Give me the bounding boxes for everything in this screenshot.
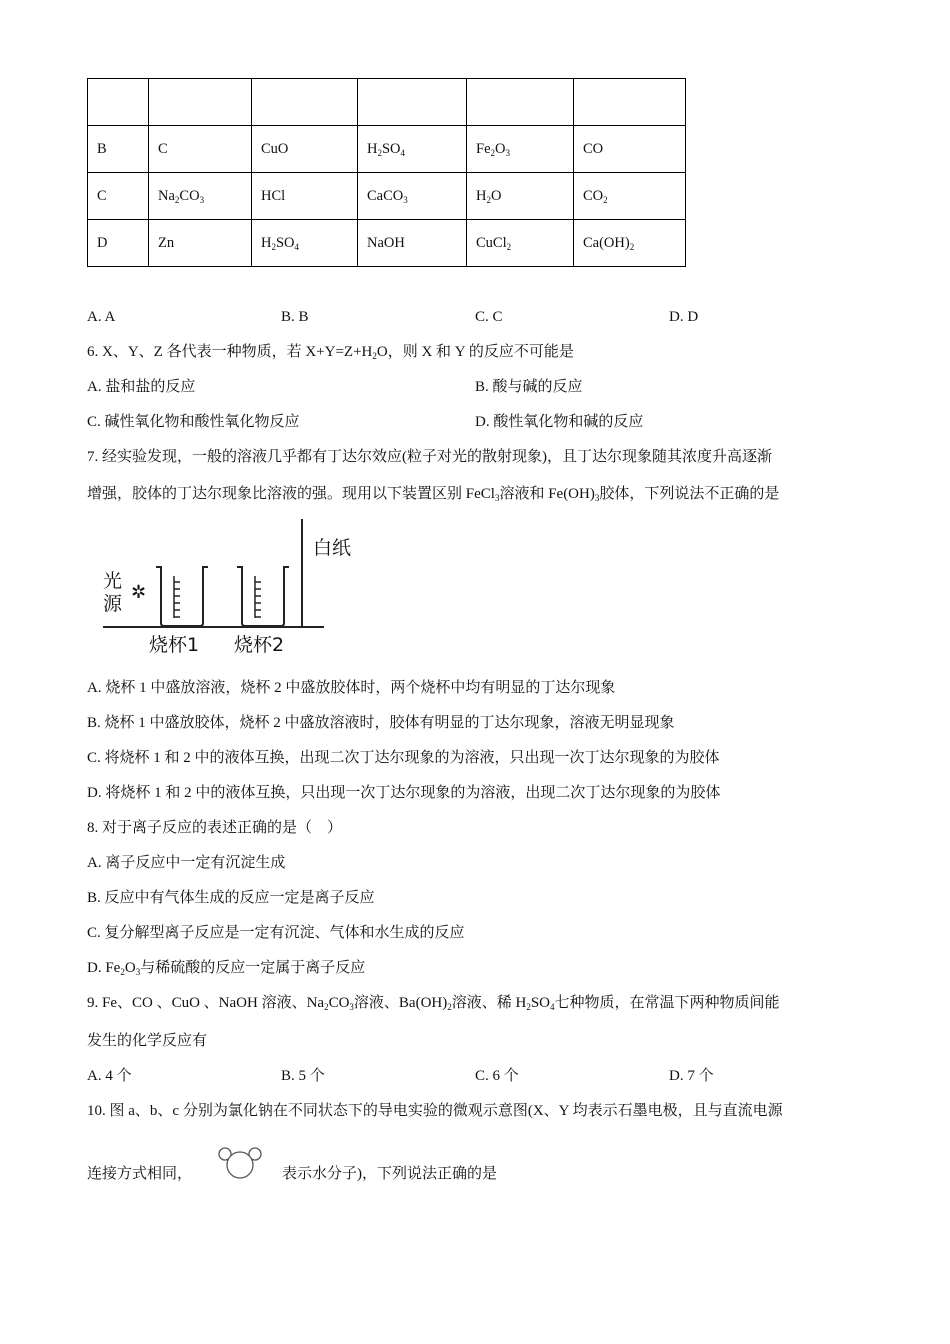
table-cell: $Na_2CO_3$ (149, 173, 252, 220)
beaker1-label: 烧杯1 (149, 634, 200, 656)
q9-option-c[interactable]: C. 6 个 (475, 1068, 519, 1084)
water-molecule-icon (216, 1146, 266, 1184)
table-cell: CO (574, 126, 686, 173)
q9-option-b[interactable]: B. 5 个 (281, 1068, 325, 1084)
q9-stem-line2: 发生的化学反应有 (87, 1033, 208, 1049)
table-row (88, 173, 686, 220)
table-row (88, 79, 686, 126)
q7-stem-line2: 增强，胶体的丁达尔现象比溶液的强。现用以下装置区别 FeCl$_3$溶液和 $Fe(OH)_3$胶体，下列说法不正确的是 (87, 486, 780, 503)
table-cell: $Ca(OH)_2$ (574, 220, 686, 267)
beaker2-label: 烧杯2 (234, 634, 285, 656)
q6-option-c[interactable]: C. 碱性氧化物和酸性氧化物反应 (87, 414, 300, 430)
row-label-cell (88, 79, 149, 126)
q8-option-a[interactable]: A. 离子反应中一定有沉淀生成 (87, 855, 286, 871)
q9-option-d[interactable]: D. 7 个 (669, 1068, 714, 1084)
q5-option-c[interactable]: C. C (475, 309, 503, 325)
q7-option-a[interactable]: A. 烧杯 1 中盛放溶液，烧杯 2 中盛放胶体时，两个烧杯中均有明显的丁达尔现象 (87, 680, 616, 696)
q8-option-d[interactable]: D. $Fe_2O_3$与稀硫酸的反应一定属于离子反应 (87, 960, 366, 977)
q6-option-b[interactable]: B. 酸与碱的反应 (475, 379, 583, 395)
table-cell (467, 79, 574, 126)
table-cell: $H_2SO_4$ (252, 220, 358, 267)
row-label-cell: B (88, 126, 149, 173)
q8-stem: 8. 对于离子反应的表述正确的是（ ） (87, 820, 343, 836)
q10-stem-line1: 10. 图 a、b、c 分别为氯化钠在不同状态下的导电实验的微观示意图(X、Y 均表示石墨电极，且与直流电源 (87, 1103, 783, 1119)
row-label-cell: C (88, 173, 149, 220)
q10-stem-line2-pre: 连接方式相同， (87, 1166, 193, 1182)
table-cell: $Fe_2O_3$ (467, 126, 574, 173)
q7-stem-line1: 7. 经实验发现，一般的溶液几乎都有丁达尔效应(粒子对光的散射现象)，且丁达尔现象随其浓度升高逐渐 (87, 449, 772, 465)
q5-option-a[interactable]: A. A (87, 309, 116, 325)
q10-stem-line2-post: 表示水分子)，下列说法正确的是 (282, 1166, 497, 1182)
q5-option-d[interactable]: D. D (669, 309, 699, 325)
q5-option-b[interactable]: B. B (281, 309, 309, 325)
table-cell (574, 79, 686, 126)
q8-option-b[interactable]: B. 反应中有气体生成的反应一定是离子反应 (87, 890, 375, 906)
table-row (88, 126, 686, 173)
q9-stem-line1: 9. Fe、CO 、CuO 、NaOH 溶液、$Na_2CO_3$溶液、$Ba(OH)_2$溶液、稀 $H_2SO_4$七种物质，在常温下两种物质间能 (87, 995, 780, 1012)
table-cell (149, 79, 252, 126)
reagent-table (87, 78, 686, 267)
row-label-cell: D (88, 220, 149, 267)
q6-option-d[interactable]: D. 酸性氧化物和碱的反应 (475, 414, 644, 430)
table-cell: CuO (252, 126, 358, 173)
light-source-icon: ✲ (131, 582, 147, 603)
table-row (88, 220, 686, 267)
table-cell: $H_2O$ (467, 173, 574, 220)
table-cell: NaOH (358, 220, 467, 267)
table-cell: $H_2SO_4$ (358, 126, 467, 173)
q9-option-a[interactable]: A. 4 个 (87, 1068, 132, 1084)
beaker-2 (237, 567, 289, 626)
table-cell: CaCO$_3$ (358, 173, 467, 220)
q6-stem: 6. X、Y、Z 各代表一种物质，若 $X+Y=Z+H_2O$，则 X 和 Y 的反应不可能是 (87, 344, 574, 361)
table-cell: C (149, 126, 252, 173)
table-cell (252, 79, 358, 126)
table-cell: HCl (252, 173, 358, 220)
table-cell: CuCl$_2$ (467, 220, 574, 267)
light-source-label-1: 光 (103, 570, 123, 592)
table-cell: $CO_2$ (574, 173, 686, 220)
light-source-label-2: 源 (103, 593, 123, 615)
beaker-1 (156, 567, 208, 626)
q8-option-c[interactable]: C. 复分解型离子反应是一定有沉淀、气体和水生成的反应 (87, 925, 465, 941)
q6-option-a[interactable]: A. 盐和盐的反应 (87, 379, 196, 395)
q7-option-d[interactable]: D. 将烧杯 1 和 2 中的液体互换，只出现一次丁达尔现象的为溶液，出现二次丁达尔现象的为胶体 (87, 785, 721, 801)
q7-option-b[interactable]: B. 烧杯 1 中盛放胶体，烧杯 2 中盛放溶液时，胶体有明显的丁达尔现象，溶液无明显现象 (87, 715, 675, 731)
q7-option-c[interactable]: C. 将烧杯 1 和 2 中的液体互换，出现二次丁达尔现象的为溶液，只出现一次丁达尔现象的为胶体 (87, 750, 720, 766)
table-cell: Zn (149, 220, 252, 267)
table-cell (358, 79, 467, 126)
white-paper-label: 白纸 (313, 537, 352, 559)
